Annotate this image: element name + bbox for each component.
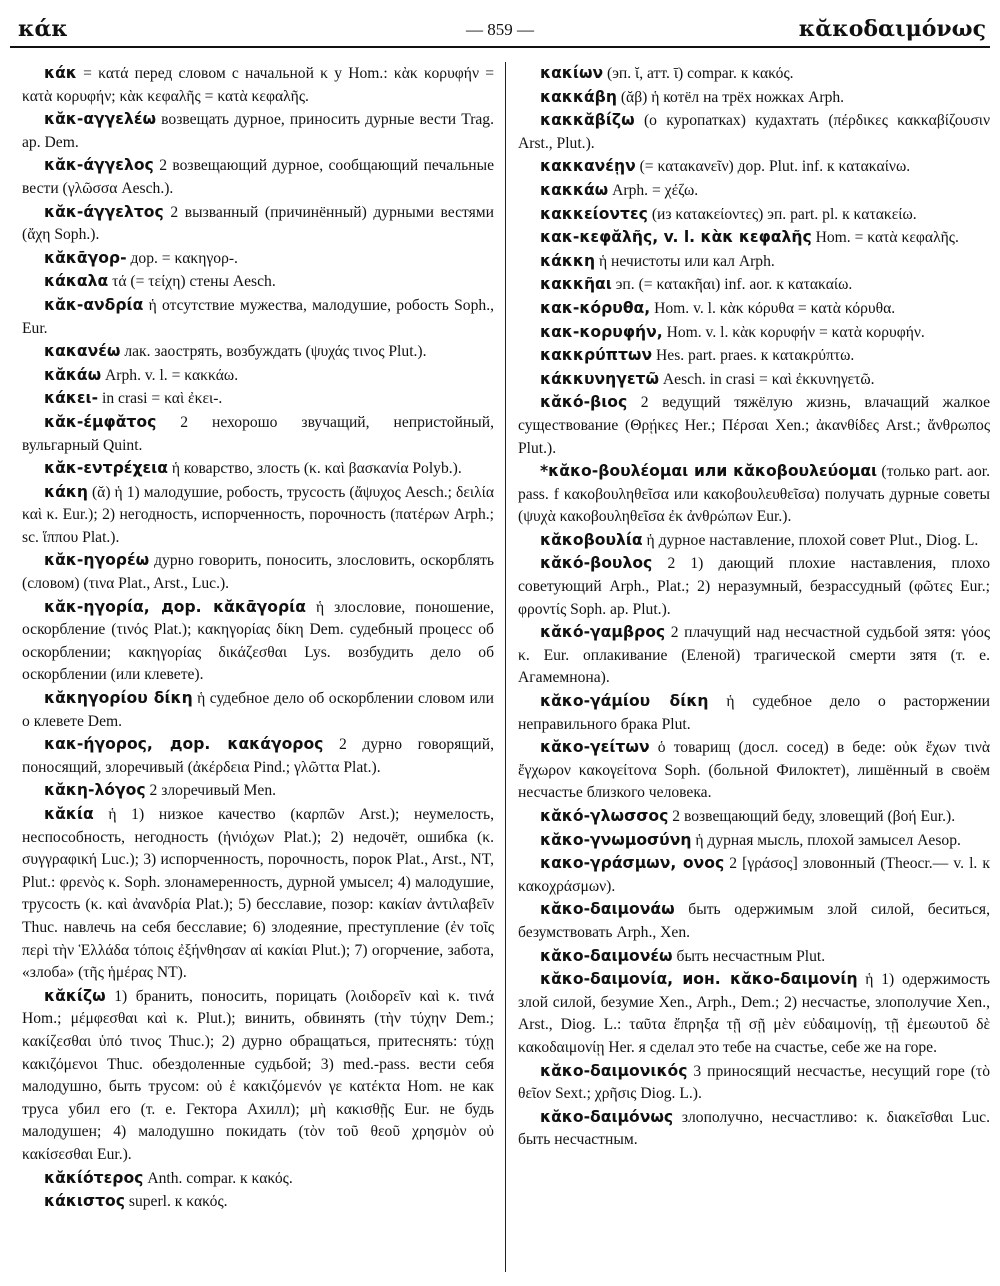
entry-definition: дурно говорить, поносить, злословить, оскорблять (словом) (τινα Plat., Arst., Luc.). (22, 552, 494, 593)
entry-headword: κᾰκο-δαιμονάω (540, 900, 675, 919)
dictionary-entry (518, 273, 990, 297)
column-divider (505, 62, 506, 1272)
entry-definition: Hes. part. praes. к κατακρύπτω. (652, 347, 855, 365)
entry-definition: ἡ 1) одержимость злой силой, безумие Xen., Arph., Dem.; 2) несчастье, злополучие Xen., Arst., Diog. L.: ταῦτα ἔπρηξα τῇ σῇ μὲν εὐδαιμονίῃ, τῇ ἐμεωυτοῦ δὲ κακοδαιμονίῃ Her. я сделал это тебе на счастье, себе же на горе. (518, 971, 990, 1056)
entry-headword: κακο-γράσμων, ονος (540, 854, 725, 873)
entry-headword: κᾰκό-βιος (540, 393, 628, 412)
dictionary-entry (22, 481, 494, 550)
dictionary-entry (518, 852, 990, 898)
entry-headword: κάκη (44, 482, 88, 501)
entry-definition: in crasi = καὶ ἐκει-. (98, 390, 223, 408)
right-column (518, 62, 990, 1278)
entry-definition: дор. = κακηγορ-. (126, 249, 238, 267)
entry-headword: κάκκυνηγετῶ (540, 369, 660, 388)
dictionary-entry (22, 201, 494, 247)
entry-headword: κακκάω (540, 180, 609, 199)
dictionary-entry (518, 344, 990, 368)
entry-headword: κᾰκίζω (44, 986, 106, 1005)
entry-headword: κᾰκ-άγγελος (44, 156, 154, 175)
dictionary-entry (518, 155, 990, 179)
dictionary-entry (518, 1060, 990, 1106)
dictionary-entry (22, 779, 494, 803)
dictionary-entry (518, 368, 990, 392)
dictionary-entry (518, 805, 990, 829)
dictionary-entry (22, 364, 494, 388)
entry-headword: κᾰκο-γάμίου δίκη (540, 692, 709, 711)
entry-definition: (только part. aor. pass. f κακοβουληθεῖσα или κακοβουλευθεῖσα) получать дурные советы (ψυχὰ κακοβουληθεῖσα ἐκ ἀνθρώπων Eur.). (518, 463, 990, 526)
entry-headword: κᾰκ-έμφᾰτος (44, 412, 157, 431)
entry-definition: эп. (= κατακῆαι) inf. aor. к κατακαίω. (611, 276, 853, 294)
entry-headword: κάκαλα (44, 272, 109, 291)
dictionary-entry (22, 411, 494, 457)
entry-definition: Hom. v. l. κὰκ κορυφήν = κατὰ κορυφήν. (662, 323, 925, 341)
entry-definition: Hom. = κατὰ κεφαλῆς. (811, 229, 959, 247)
entry-headword: κακανέω (44, 342, 121, 361)
dictionary-entry (518, 945, 990, 969)
entry-headword: κακκᾰβίζω (540, 111, 635, 130)
entry-headword: κακ-κόρυθα, (540, 298, 651, 317)
dictionary-entry (22, 549, 494, 595)
entry-definition: 1) бранить, поносить, порицать (λοιδορεῖν καὶ κ. τινά Hom.; μέμφεσθαι καὶ κ. Plut.); винить, обвинять (τὴν τύχην Dem.; κακίζεσθαι ὑπό τινος Thuc.); 2) дурно обращаться, притеснять: τύχῃ κακιζόμενοι Thuc. обездоленные судьбой; 3) med.-pass. вести себя малодушно, быть трусом: οὐ ἑ κακιζόμενόν γε κατέκτα Hom. не как труса убил его (т. е. Гектора Ахилл); μὴ κακισθῇς Eur. не будь малодушен; 4) малодушно покидать (τὸν τοῦ θεοῦ χρησμὸν οὐ κακίσεσθαι Eur.). (22, 987, 494, 1163)
entry-headword: κᾰκο-δαιμόνως (540, 1107, 674, 1126)
dictionary-entry (518, 690, 990, 736)
dictionary-entry (518, 86, 990, 110)
entry-definition: Anth. compar. к κακός. (143, 1169, 293, 1187)
entry-definition: 2 вызванный (причинённый) дурными вестями (ἄχη Soph.). (22, 203, 494, 244)
dictionary-entry (518, 529, 990, 553)
left-column (22, 62, 494, 1278)
dictionary-entry (22, 733, 494, 779)
entry-definition: ἡ 1) низкое качество (καρπῶν Arst.); неумелость, неспособность, негодность (ἡνιόχων Plat.); 2) недочёт, ошибка (κ. συγγραφική Luc.); 3) испорченность, порочность, порок Plat., Arst., NT, Plut.: φρενὸς κ. Soph. злонамеренность, дурной умысел; 4) малодушие, трусость (κ. καὶ ἀνανδρία Plat.); 5) бесславие, позор: κακίαν ἀντιλαβεῖν Thuc. навлечь на себя бесславие; 6) злодеяние, преступление (ἐν τοῖς περὶ τὴν Ἑλλάδα τόποις ἐξήνθησαν αἱ κακίαι Plut.); 7) огорчение, забота, «злоба» (τῆς ἡμέρας NT). (22, 806, 494, 982)
entry-headword: κᾰκό-βουλος (540, 554, 653, 573)
entry-definition: ἡ нечистоты или кал Arph. (595, 252, 775, 270)
entry-headword: κᾰκο-δαιμονέω (540, 946, 673, 965)
header-right-headword: κᾰκοδαιμόνως (798, 16, 986, 42)
dictionary-entry (518, 552, 990, 621)
entry-definition: superl. к κακός. (125, 1193, 228, 1211)
entry-definition: ἡ дурная мысль, плохой замысел Aesop. (691, 831, 961, 849)
entry-definition: (эп. ῐ, атт. ῑ) compar. к κακός. (603, 65, 794, 82)
entry-definition: 2 возвещающий беду, зловещий (βοή Eur.). (668, 808, 956, 825)
entry-headword: κακκῆαι (540, 275, 612, 294)
running-header (10, 12, 990, 48)
entry-headword: κᾰκο-γνωμοσύνη (540, 830, 692, 849)
entry-headword: κᾰκ-άγγελτος (44, 202, 164, 221)
dictionary-entry (518, 736, 990, 805)
entry-definition: 2 возвещающий дурное, сообщающий печальные вести (γλῶσσα Aesch.). (22, 157, 494, 197)
entry-definition: ἡ коварство, злость (κ. καὶ βασκανία Polyb.). (167, 460, 462, 478)
entry-headword: κᾰκηγορίου δίκη (44, 689, 193, 708)
dictionary-entry (22, 294, 494, 340)
entry-definition: ἡ дурное наставление, плохой совет Plut., Diog. L. (642, 531, 979, 549)
entry-headword: κάκκη (540, 251, 596, 270)
entry-headword: κᾰκ-ηγορέω (44, 551, 150, 570)
dictionary-entry (22, 985, 494, 1167)
entry-definition: ἡ отсутствие мужества, малодушие, робость Soph., Eur. (22, 296, 494, 337)
entry-definition: 2 злоречивый Men. (145, 782, 277, 800)
header-left-headword: κάκ (18, 16, 68, 42)
entry-headword: κακίων (540, 64, 604, 82)
entry-headword: κάκιστος (44, 1192, 125, 1211)
entry-headword: κᾰκᾱγορ- (44, 248, 127, 267)
entry-definition: (о куропатках) кудахтать (πέρδικες κακκαβίζουσιν Arst., Plut.). (518, 112, 990, 152)
entry-definition: злополучно, несчастливо: κ. διακεῖσθαι Luc. быть несчастным. (518, 1108, 990, 1149)
entry-headword: κακκρύπτων (540, 346, 653, 365)
dictionary-entry (22, 1190, 494, 1214)
dictionary-entry (22, 62, 494, 108)
dictionary-entry (518, 203, 990, 227)
entry-headword: κᾰκάω (44, 365, 102, 384)
entry-headword: κᾰκ-αγγελέω (44, 110, 157, 129)
entry-headword: κακ-ήγορος, дор. κακάγορος (44, 735, 324, 754)
dictionary-entry (518, 1106, 990, 1152)
dictionary-entry (518, 460, 990, 529)
entry-definition: (ᾰβ) ἡ котёл на трёх ножках Arph. (616, 88, 845, 106)
entry-definition: 2 дурно говорящий, поносящий, злоречивый (ἀκέρδεια Pind.; γλῶττα Plat.). (22, 736, 494, 776)
entry-headword: κᾰκ-εντρέχεια (44, 459, 168, 478)
entry-definition: быть несчастным Plut. (672, 947, 826, 965)
entry-definition: = κατά перед словом с начальной κ у Hom.: κὰκ κορυφήν = κατὰ κορυφήν; κὰκ κεφαλῆς = κατὰ κεφαλῆς. (22, 65, 494, 105)
dictionary-entry (22, 1167, 494, 1191)
entry-headword: κᾰκία (44, 805, 94, 823)
entry-definition: τά (= τείχη) стены Aesch. (108, 273, 276, 291)
entry-headword: κᾰκ-ανδρία (44, 295, 144, 314)
entry-definition: ἡ судебное дело об оскорблении словом или о клевете Dem. (22, 690, 494, 730)
entry-definition: 2 плачущий над несчастной судьбой зятя: γόος κ. Eur. оплакивание (Еленой) трагической смерти зятя (т. е. Агамемнона). (518, 624, 990, 687)
entry-definition: ἡ злословие, поношение, оскорбление (τινός Plat.); κακηγορίας δίκη Dem. судебный процесс об оскорблении; κακηγορίας δικάζεσθαι Lys. возбудить дело об оскорблении (или клевете). (22, 598, 494, 684)
entry-definition: 2 [γράσος] зловонный (Theocr.— v. l. к κακοχράσμων). (518, 855, 990, 895)
dictionary-entry (518, 109, 990, 155)
entry-headword: κακκάβη (540, 87, 617, 106)
entry-definition: быть одержимым злой силой, беситься, безумствовать Arph., Xen. (518, 901, 990, 941)
dictionary-entry (518, 968, 990, 1059)
entry-definition: лак. заострять, возбуждать (ψυχάς τινος Plut.). (120, 343, 427, 361)
entry-definition: возвещать дурное, приносить дурные вести Trag. ap. Dem. (22, 111, 494, 151)
entry-headword: *κᾰκο-βουλέομαι или κᾰκοβουλεύομαι (540, 462, 878, 481)
entry-headword: κακκείοντες (540, 204, 648, 223)
entry-headword: κᾰκίότερος (44, 1168, 144, 1187)
dictionary-entry (518, 62, 990, 86)
entry-headword: κάκ (44, 64, 77, 82)
entry-definition: ἡ судебное дело о расторжении неправильного брака Plut. (518, 693, 990, 733)
dictionary-entry (518, 829, 990, 853)
dictionary-entry (22, 457, 494, 481)
entry-headword: κακ-κεφᾰλῆς, v. l. κὰκ κεφαλῆς (540, 228, 812, 247)
dictionary-entry (22, 387, 494, 411)
entry-definition: (= κατακανεῖν) дор. Plut. inf. к κατακαίνω. (635, 158, 911, 176)
entry-headword: κᾰκη-λόγος (44, 781, 146, 800)
dictionary-entry (22, 154, 494, 200)
entry-definition: 2 1) дающий плохие наставления, плохо советующий Arph., Plat.; 2) неразумный, безрассудный (φῶτες Eur.; φροντίς Soph. ap. Plut.). (518, 555, 990, 618)
dictionary-entry (22, 340, 494, 364)
dictionary-entry (518, 391, 990, 460)
dictionary-entry (518, 621, 990, 690)
dictionary-entry (22, 803, 494, 985)
dictionary-entry (518, 321, 990, 345)
entry-definition: ὁ товарищ (досл. сосед) в беде: οὐκ ἔχων τινὰ ἔγχωρον κακογείτονα Soph. (больной Филоктет), лишённый в своём несчастье близкого человека. (518, 739, 990, 802)
dictionary-entry (518, 226, 990, 250)
dictionary-entry (518, 297, 990, 321)
entry-definition: Aesch. in crasi = καὶ ἐκκυνηγετῶ. (659, 370, 875, 388)
dictionary-entry (22, 108, 494, 154)
entry-definition: 2 ведущий тяжёлую жизнь, влачащий жалкое существование (Θρῄκες Her.; Πέρσαι Xen.; ἀκανθίδες Arst.; ἄνθρωπος Plut.). (518, 394, 990, 457)
entry-headword: κᾰκό-γαμβρος (540, 623, 666, 642)
dictionary-entry (22, 596, 494, 687)
entry-headword: κακ-κορυφήν, (540, 322, 663, 341)
dictionary-entry (22, 687, 494, 733)
dictionary-entry (22, 247, 494, 271)
dictionary-entry (518, 250, 990, 274)
entry-headword: κᾰκ-ηγορία, дор. κᾰκᾱγορία (44, 597, 306, 616)
entry-definition: 3 приносящий несчастье, несущий горе (τὸ θεῖον Sext.; χρῆσις Diog. L.). (518, 1062, 990, 1103)
entry-headword: κᾰκο-γείτων (540, 738, 650, 757)
entry-definition: (из κατακείοντες) эп. part. pl. к κατακείω. (647, 205, 917, 223)
entry-headword: κακκανέῃν (540, 157, 636, 176)
entry-headword: κᾰκο-δαιμονικός (540, 1061, 688, 1080)
entry-headword: κᾰκο-δαιμονία, ион. κᾰκο-δαιμονίη (540, 970, 858, 989)
entry-headword: κᾰκό-γλωσσος (540, 807, 669, 825)
entry-headword: κάκει- (44, 389, 99, 408)
entry-definition: Hom. v. l. κὰκ κόρυθα = κατὰ κόρυθα. (650, 299, 896, 317)
entry-headword: κᾰκοβουλία (540, 530, 643, 549)
entry-definition: Arph. = χέζω. (608, 181, 699, 199)
dictionary-entry (518, 898, 990, 944)
entry-definition: Arph. v. l. = κακκάω. (101, 366, 239, 384)
entry-definition: (ᾰ) ἡ 1) малодушие, робость, трусость (ἄψυχος Aesch.; δειλία καὶ κ. Eur.); 2) негодность, испорченность, порочность (πατέρων Arph.; sc. ἵππου Plat.). (22, 483, 494, 546)
page-number: — 859 — (466, 20, 534, 39)
dictionary-entry (22, 270, 494, 294)
dictionary-entry (518, 179, 990, 203)
entry-definition: 2 нехорошо звучащий, непристойный, вульгарный Quint. (22, 413, 494, 454)
